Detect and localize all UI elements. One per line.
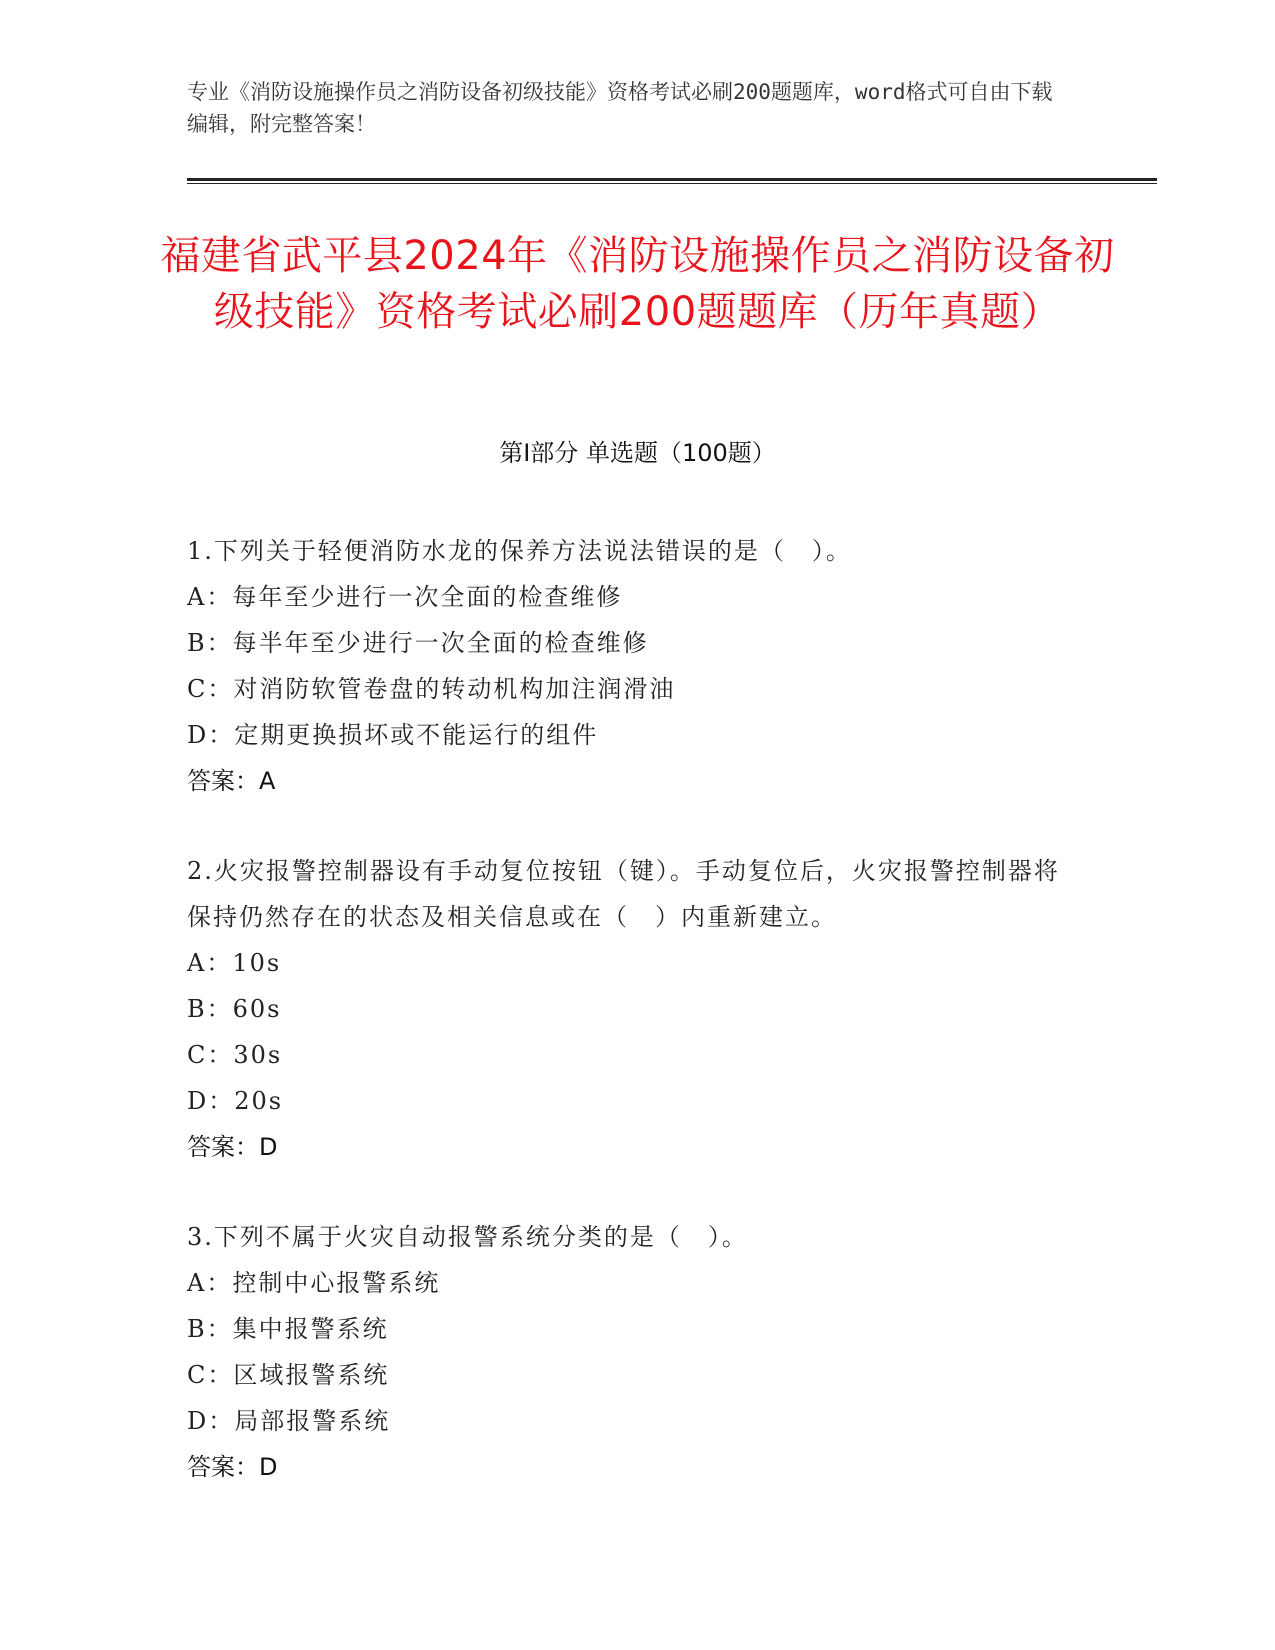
question-list bbox=[187, 528, 1067, 1534]
page-title: 福建省武平县2024年《消防设施操作员之消防设备初级技能》资格考试必刷200题题库（历年真题） bbox=[160, 233, 1115, 335]
option-a: A：控制中心报警系统 bbox=[187, 1269, 441, 1297]
option-c: C：区域报警系统 bbox=[187, 1361, 390, 1389]
option-a: A：每年至少进行一次全面的检查维修 bbox=[187, 583, 623, 611]
question-2 bbox=[187, 848, 1067, 1170]
header-note: 专业《消防设施操作员之消防设备初级技能》资格考试必刷200题题库，word格式可自由下载编辑，附完整答案！ bbox=[187, 80, 1053, 136]
option-d: D：定期更换损坏或不能运行的组件 bbox=[187, 721, 599, 749]
option-b: B：集中报警系统 bbox=[187, 1315, 389, 1343]
option-d: D：局部报警系统 bbox=[187, 1407, 391, 1435]
question-stem: 1.下列关于轻便消防水龙的保养方法说法错误的是（ ）。 bbox=[187, 537, 852, 565]
question-stem: 2.火灾报警控制器设有手动复位按钮（键）。手动复位后，火灾报警控制器将保持仍然存在的状态及相关信息或在（ ）内重新建立。 bbox=[187, 857, 1060, 931]
option-c: C：对消防软管卷盘的转动机构加注润滑油 bbox=[187, 675, 676, 703]
option-c: C：30s bbox=[187, 1041, 283, 1069]
question-1 bbox=[187, 528, 1067, 804]
option-d: D：20s bbox=[187, 1087, 284, 1115]
question-stem: 3.下列不属于火灾自动报警系统分类的是（ ）。 bbox=[187, 1223, 748, 1251]
question-3 bbox=[187, 1214, 1067, 1490]
section-title: 第I部分 单选题（100题） bbox=[499, 439, 776, 467]
option-b: B：每半年至少进行一次全面的检查维修 bbox=[187, 629, 649, 657]
header-divider-thick bbox=[187, 178, 1157, 181]
option-b: B：60s bbox=[187, 995, 282, 1023]
answer: 答案：A bbox=[187, 767, 276, 795]
header-divider-thin bbox=[187, 183, 1157, 184]
answer: 答案：D bbox=[187, 1453, 278, 1481]
option-a: A：10s bbox=[187, 949, 282, 977]
answer: 答案：D bbox=[187, 1133, 278, 1161]
